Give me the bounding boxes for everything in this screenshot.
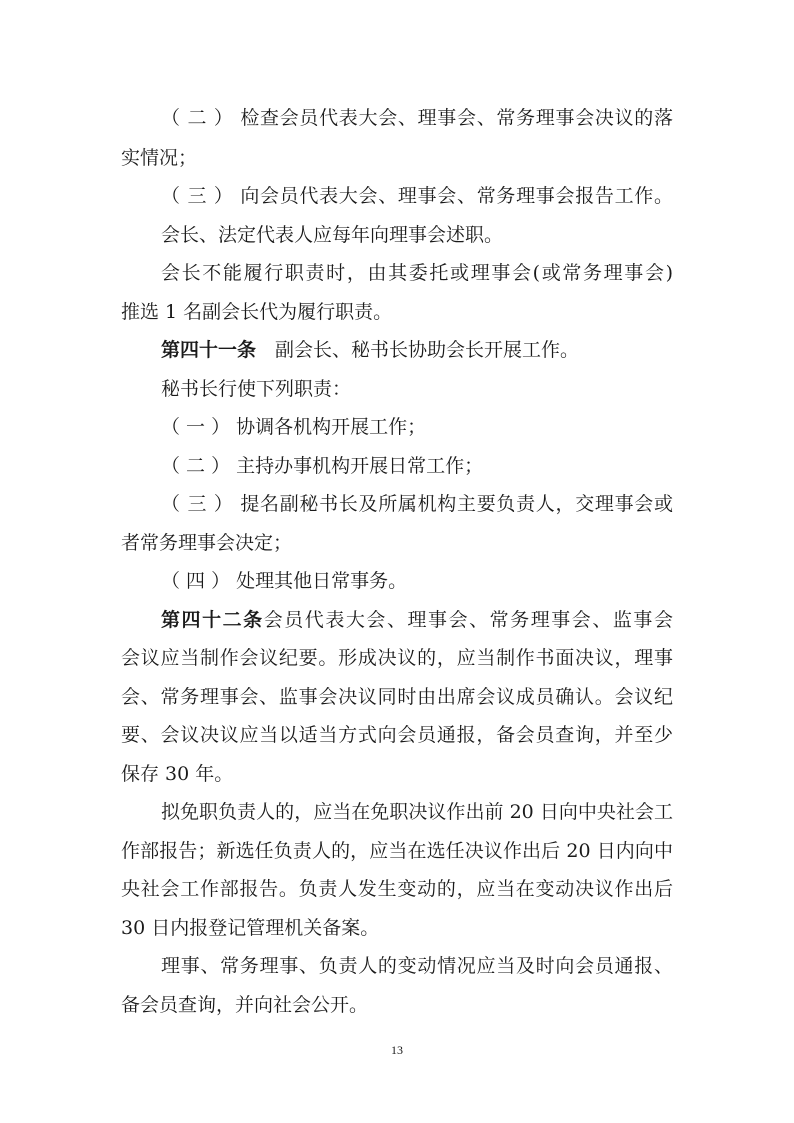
paragraph-line: 备会员查询，并向社会公开。: [121, 994, 369, 1016]
paragraph-line: 会议应当制作会议纪要。形成决议的，应当制作书面决议，理事: [121, 647, 673, 669]
list-item-report-work: （ 三 ） 向会员代表大会、理事会、常务理事会报告工作。: [161, 185, 673, 207]
paragraph-change-notice: 理事、常务理事、负责人的变动情况应当及时向会员通报、: [161, 955, 673, 977]
paragraph-continuation: 者常务理事会决定；: [121, 532, 293, 554]
list-item-other-affairs: （ 四 ） 处理其他日常事务。: [161, 570, 408, 592]
paragraph-acting-president: 会长不能履行职责时，由其委托或理事会(或常务理事会): [161, 262, 673, 284]
page-number: 13: [391, 1043, 403, 1057]
paragraph-line: 要、会议决议应当以适当方式向会员通报，备会员查询，并至少: [121, 724, 673, 746]
paragraph-annual-report: 会长、法定代表人应每年向理事会述职。: [161, 224, 504, 246]
list-item-coordinate: （ 一 ） 协调各机构开展工作；: [161, 416, 427, 438]
paragraph-continuation: 实情况；: [121, 147, 198, 169]
list-item-nominate: （ 三 ） 提名副秘书长及所属机构主要负责人，交理事会或: [161, 493, 673, 515]
list-item-check-resolutions: （ 二 ） 检查会员代表大会、理事会、常务理事会决议的落: [161, 107, 673, 129]
list-item-daily-work: （ 二 ） 主持办事机构开展日常工作；: [161, 455, 484, 477]
paragraph-line: 央社会工作部报告。负责人发生变动的，应当在变动决议作出后: [121, 878, 673, 900]
article-text: 副会长、秘书长协助会长开展工作。: [256, 339, 580, 361]
article-number: 第四十一条: [161, 339, 257, 361]
paragraph-line: 作部报告；新选任负责人的，应当在选任决议作出后 20 日内向中: [121, 840, 673, 862]
paragraph-line: 会、常务理事会、监事会决议同时由出席会议成员确认。会议纪: [121, 686, 673, 708]
paragraph-line: 保存 30 年。: [121, 763, 234, 785]
article-41-heading: [161, 338, 673, 362]
article-42-heading: [161, 608, 673, 632]
paragraph-continuation: 推选 1 名副会长代为履行职责。: [121, 301, 393, 323]
paragraph-line: 30 日内报登记管理机关备案。: [121, 917, 380, 939]
article-number: 第四十二条: [161, 609, 264, 631]
paragraph-dismissal: 拟免职负责人的，应当在免职决议作出前 20 日向中央社会工: [161, 801, 673, 823]
article-text: 会员代表大会、理事会、常务理事会、监事会: [263, 609, 673, 631]
paragraph-secretary-duties: 秘书长行使下列职责：: [161, 378, 352, 400]
